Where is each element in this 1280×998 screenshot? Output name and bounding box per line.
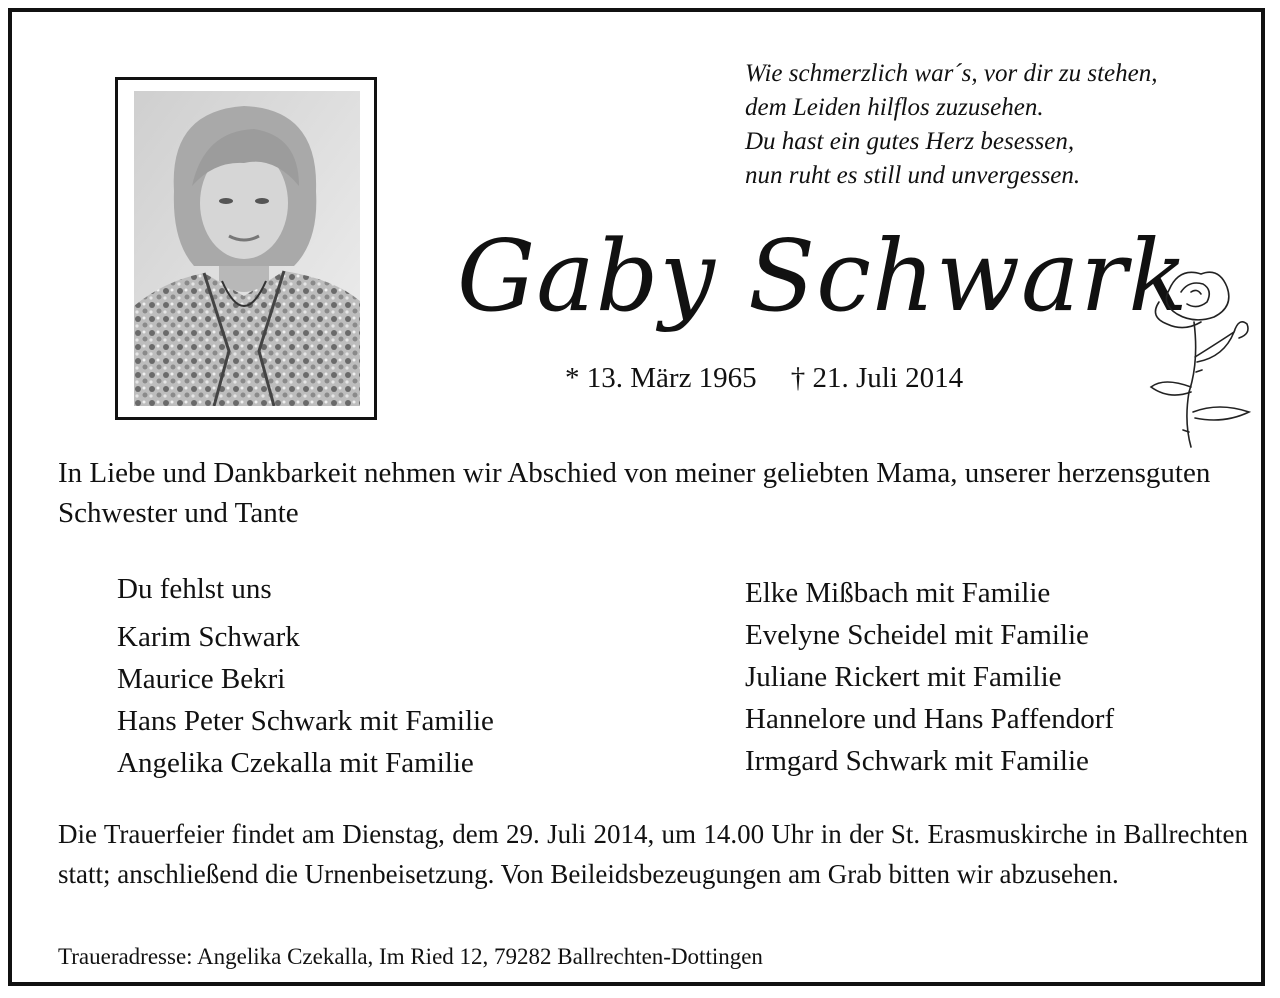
mourners-right [745, 572, 1114, 782]
portrait-frame [115, 77, 377, 420]
poem-line: nun ruht es still und unvergessen. [745, 162, 1081, 189]
life-dates [565, 362, 963, 395]
poem-line: Wie schmerzlich war´s, vor dir zu stehen, [745, 60, 1158, 87]
mourner-name: Irmgard Schwark mit Familie [745, 745, 1089, 777]
deceased-name: Gaby Schwark [457, 220, 1189, 334]
portrait-photo [134, 91, 360, 406]
obituary-card [8, 8, 1265, 986]
poem [745, 57, 1265, 193]
birth-date: * 13. März 1965 [565, 362, 757, 394]
mourner-name: Evelyne Scheidel mit Familie [745, 619, 1089, 651]
mourner-name: Hannelore und Hans Paffendorf [745, 703, 1115, 735]
mourners-left [117, 568, 494, 784]
poem-line: Du hast ein gutes Herz besessen, [745, 128, 1075, 155]
mourners-heading: Du fehlst uns [117, 573, 272, 605]
intro-text: In Liebe und Dankbarkeit nehmen wir Abschied von meiner geliebten Mama, unserer herzensguten Schwester und Tante [58, 457, 1211, 529]
mourner-name: Karim Schwark [117, 621, 300, 653]
mourning-address: Traueradresse: Angelika Czekalla, Im Ried 12, 79282 Ballrechten-Dottingen [58, 944, 763, 969]
mourner-name: Elke Mißbach mit Familie [745, 577, 1051, 609]
mourner-name: Juliane Rickert mit Familie [745, 661, 1062, 693]
funeral-notice: Die Trauerfeier findet am Dienstag, dem 29. Juli 2014, um 14.00 Uhr in der St. Erasmuskirche in Ballrechten statt; anschließend die Urnenbeisetzung. Von Beileidsbezeugungen am Grab bitten wir abzusehen. [58, 819, 1248, 889]
death-date: † 21. Juli 2014 [790, 362, 964, 394]
rose-icon [1139, 262, 1259, 452]
mourner-name: Hans Peter Schwark mit Familie [117, 705, 494, 737]
mourner-name: Angelika Czekalla mit Familie [117, 747, 474, 779]
mourner-name: Maurice Bekri [117, 663, 286, 695]
poem-line: dem Leiden hilflos zuzusehen. [745, 94, 1044, 121]
